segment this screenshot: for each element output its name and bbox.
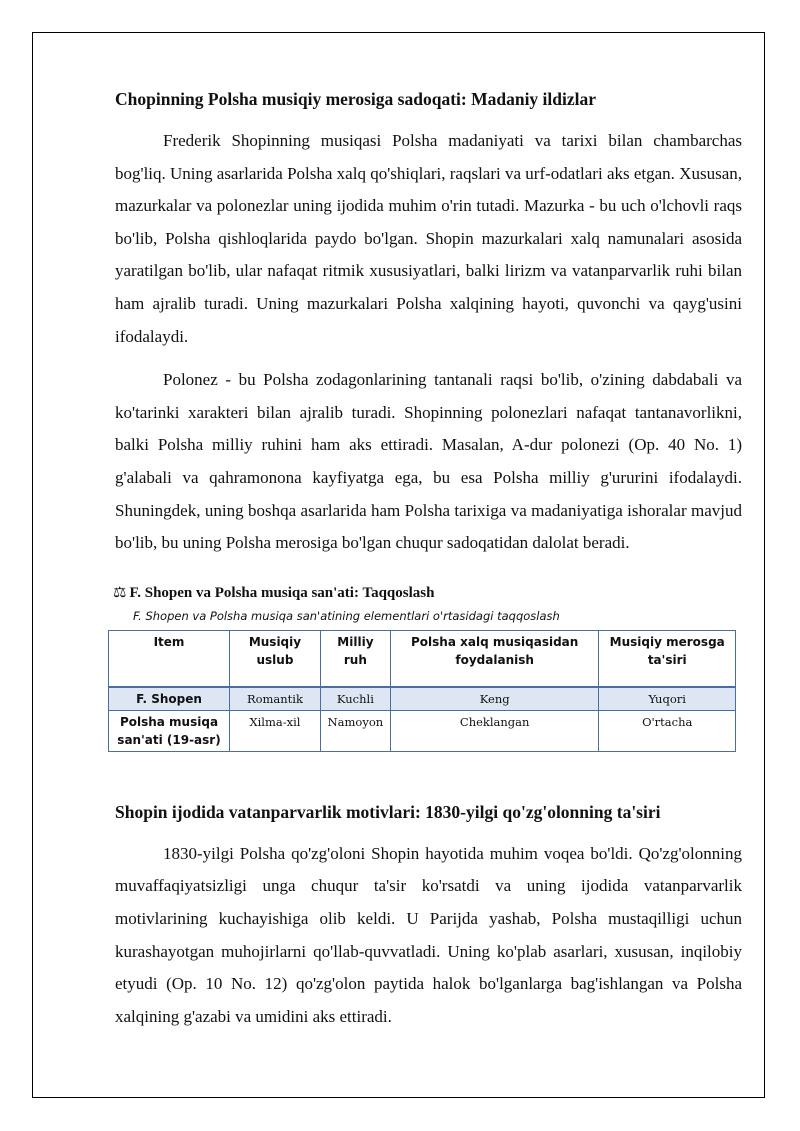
table-cell: Namoyon [320, 710, 390, 751]
header-national-spirit: Milliy ruh [320, 630, 390, 687]
paragraph-mazurka: Frederik Shopinning musiqasi Polsha madaniyati va tarixi bilan chambarchas bog'liq. Uning asarlarida Polsha xalq qo'shiqlari, raqslari va urf-odatlari aks etgan. Xususan, mazurkalar va polonezlar uning ijodida muhim o'rin tutadi. Mazurka - bu uch o'lchovli raqs bo'lib, Polsha qishloqlarida paydo bo'lgan. Shopin mazurkalari xalq namunalari asosida yaratilgan bo'lib, ular nafaqat ritmik xususiyatlari, balki lirizm va vatanparvarlik ruhi bilan ham ajralib turadi. Uning mazurkalari Polsha xalqining hayoti, quvonchi va qayg'usini ifodalaydi. [115, 131, 742, 346]
table-title [113, 582, 742, 604]
table-cell: Xilma-xil [230, 710, 321, 751]
table-title-text: F. Shopen va Polsha musiqa san'ati: Taqqoslash [129, 584, 435, 601]
row-label: F. Shopen [109, 687, 230, 711]
table-cell: Romantik [230, 687, 321, 711]
scale-icon: ⚖ [113, 584, 127, 601]
table-header-row [109, 630, 736, 687]
table-row [109, 687, 736, 711]
table-cell: O'rtacha [599, 710, 736, 751]
section-heading-patriotic-motifs: Shopin ijodida vatanparvarlik motivlari: 1830-yilgi qo'zg'olonning ta'siri [115, 801, 661, 822]
paragraph-uprising: 1830-yilgi Polsha qo'zg'oloni Shopin hayotida muhim voqea bo'ldi. Qo'zg'olonning muvaffaqiyatsizligi unga chuqur ta'sir ko'rsatdi va uning ijodida vatanparvarlik motivlarining kuchayishiga olib keldi. U Parijda yashab, Polsha mustaqilligi uchun kurashayotgan muhojirlarni qo'llab-quvvatladi. Uning ko'plab asarlari, xususan, inqilobiy etyudi (Op. 10 No. 12) qo'zg'olon paytida halok bo'lganlarga bag'ishlangan va Polsha xalqining g'azabi va umidini aks ettiradi. [115, 843, 742, 1026]
row-label: Polsha musiqa san'ati (19-asr) [109, 710, 230, 751]
header-item: Item [109, 630, 230, 687]
table-caption: F. Shopen va Polsha musiqa san'atining elementlari o'rtasidagi taqqoslash [133, 608, 560, 623]
table-cell: Cheklangan [390, 710, 599, 751]
header-folk-usage: Polsha xalq musiqasidan foydalanish [390, 630, 599, 687]
table-row [109, 710, 736, 751]
header-musical-style: Musiqiy uslub [230, 630, 321, 687]
comparison-table [108, 630, 736, 752]
paragraph-polonaise: Polonez - bu Polsha zodagonlarining tantanali raqsi bo'lib, o'zining dabdabali va ko'tarinki xarakteri bilan ajralib turadi. Shopinning polonezlari nafaqat tantanavorlikni, balki Polsha milliy ruhini ham aks ettiradi. Masalan, A-dur polonezi (Op. 40 No. 1) g'alabali va qahramonona kayfiyatga ega, bu esa Polsha milliy g'ururini ifodalaydi. Shuningdek, uning boshqa asarlarida ham Polsha tarixiga va madaniyatiga ishoralar mavjud bo'lib, bu uning Polsha merosiga bo'lgan chuqur sadoqatidan dalolat beradi. [115, 370, 742, 553]
table-cell: Keng [390, 687, 599, 711]
table-cell: Kuchli [320, 687, 390, 711]
document-body [115, 86, 742, 1044]
table-cell: Yuqori [599, 687, 736, 711]
section-heading-cultural-roots: Chopinning Polsha musiqiy merosiga sadoqati: Madaniy ildizlar [115, 89, 597, 109]
header-heritage-impact: Musiqiy merosga ta'siri [599, 630, 736, 687]
